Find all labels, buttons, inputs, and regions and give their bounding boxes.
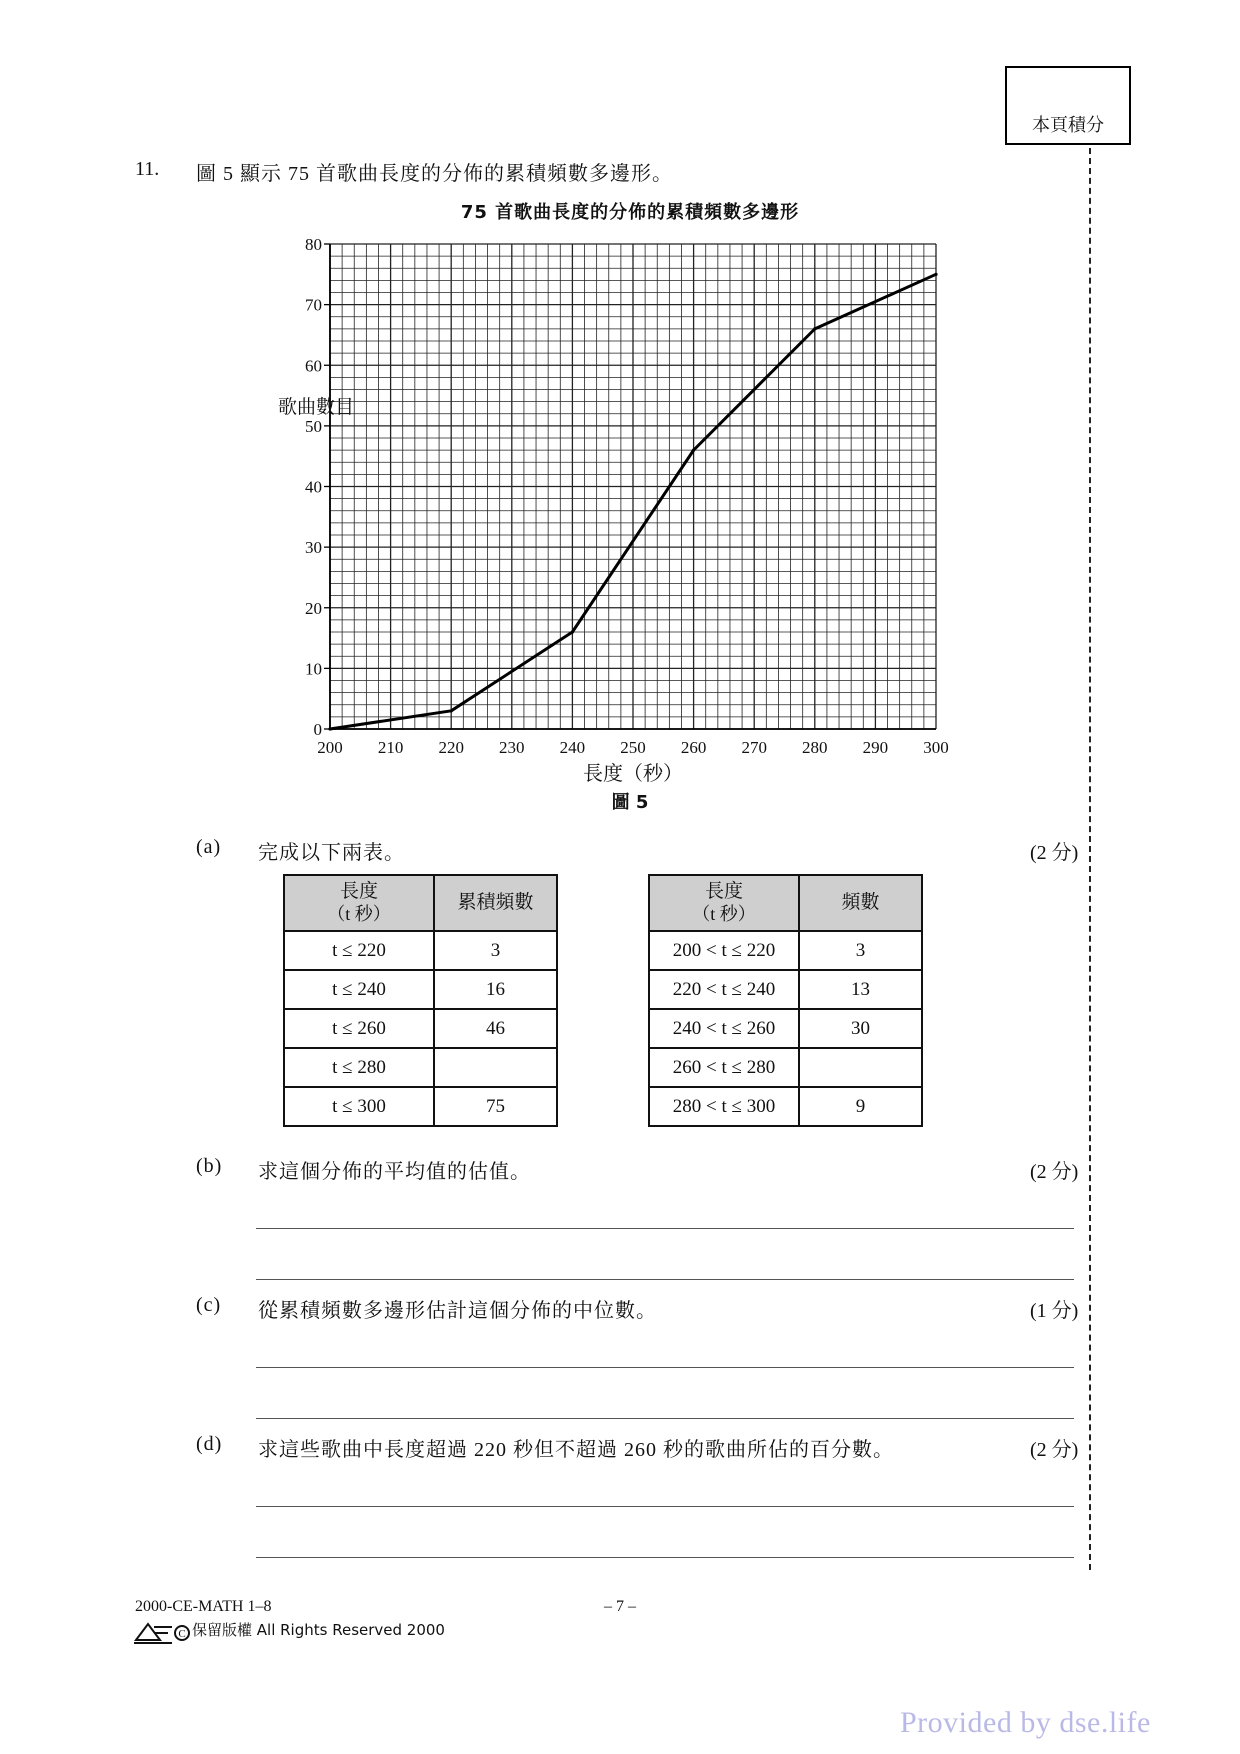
frequency-cell[interactable]: [799, 1048, 922, 1087]
cumulative-frequency-cell[interactable]: [434, 1048, 557, 1087]
part-c-marks: (1 分): [1030, 1300, 1079, 1322]
table-header-length: [649, 875, 799, 931]
table-header-cumulative-frequency: 累積頻數: [434, 875, 557, 931]
x-tick-label: 280: [802, 738, 828, 757]
copyright-notice: 保留版權 All Rights Reserved 2000: [192, 1621, 445, 1639]
length-range-cell: t ≤ 280: [284, 1048, 434, 1087]
length-range-cell: 280 < t ≤ 300: [649, 1087, 799, 1126]
x-tick-label: 230: [499, 738, 525, 757]
data-point: [450, 709, 453, 712]
cumulative-frequency-cell: 75: [434, 1087, 557, 1126]
x-tick-label: 290: [862, 738, 889, 757]
question-intro: 圖 5 顯示 75 首歌曲長度的分佈的累積頻數多邊形。: [196, 163, 673, 185]
part-d-text: 求這些歌曲中長度超過 220 秒但不超過 260 秒的歌曲所佔的百分數。: [258, 1439, 894, 1461]
chart-title: 75 首歌曲長度的分佈的累積頻數多邊形: [460, 202, 800, 223]
part-a-label: (a): [196, 836, 222, 858]
part-b-label: (b): [196, 1155, 223, 1177]
watermark: Provided by dse.life: [900, 1706, 1151, 1739]
frequency-cell: 30: [799, 1009, 922, 1048]
paper-code: 2000-CE-MATH 1–8: [135, 1598, 272, 1615]
answer-line[interactable]: [256, 1557, 1074, 1558]
table-row: [284, 1009, 557, 1048]
table-header-length: [284, 875, 434, 931]
y-tick-label: 50: [305, 416, 322, 436]
y-tick-label: 70: [305, 295, 322, 315]
x-tick-label: 200: [317, 738, 343, 757]
answer-line[interactable]: [256, 1279, 1074, 1280]
x-tick-label: 210: [377, 738, 404, 757]
x-tick-label: 260: [680, 738, 707, 757]
table-row: [649, 1009, 922, 1048]
part-c-label: (c): [196, 1294, 222, 1316]
cumulative-frequency-cell: 3: [434, 931, 557, 970]
cumulative-frequency-chart: [0, 0, 1240, 800]
table-row: [649, 970, 922, 1009]
x-axis-label: 長度（秒）: [583, 763, 683, 785]
y-tick-label: 60: [305, 356, 322, 376]
part-d-marks: (2 分): [1030, 1439, 1079, 1461]
x-tick-label: 270: [741, 738, 767, 757]
table-row: [284, 970, 557, 1009]
frequency-cell: 9: [799, 1087, 922, 1126]
header-length-unit: （t 秒）: [692, 903, 756, 924]
y-axis-label: 歌曲數目: [278, 397, 355, 418]
part-c-text: 從累積頻數多邊形估計這個分佈的中位數。: [258, 1300, 657, 1322]
question-number: 11.: [135, 158, 160, 180]
cumulative-frequency-cell: 16: [434, 970, 557, 1009]
table-header-frequency: 頻數: [799, 875, 922, 931]
length-range-cell: t ≤ 220: [284, 931, 434, 970]
frequency-cell: 3: [799, 931, 922, 970]
hkeaa-logo-icon: [132, 1618, 190, 1646]
svg-text:C: C: [178, 1628, 186, 1640]
data-point: [813, 327, 816, 330]
y-tick-label: 30: [305, 538, 322, 558]
table-row: [649, 1087, 922, 1126]
x-tick-label: 300: [923, 738, 949, 757]
part-a-marks: (2 分): [1030, 842, 1079, 864]
table-row: [649, 931, 922, 970]
y-tick-label: 40: [305, 477, 322, 497]
data-point: [934, 273, 937, 276]
page-number: – 7 –: [604, 1598, 636, 1615]
data-point: [328, 727, 331, 730]
length-range-cell: 260 < t ≤ 280: [649, 1048, 799, 1087]
part-b-text: 求這個分佈的平均值的估值。: [258, 1161, 531, 1183]
length-range-cell: t ≤ 260: [284, 1009, 434, 1048]
frequency-cell: 13: [799, 970, 922, 1009]
part-d-label: (d): [196, 1433, 223, 1455]
answer-line[interactable]: [256, 1506, 1074, 1507]
figure-caption: 圖 5: [611, 792, 649, 813]
table-row: [284, 931, 557, 970]
x-tick-label: 240: [559, 738, 586, 757]
header-length-label: 長度: [339, 880, 378, 902]
y-tick-label: 20: [305, 598, 322, 618]
cumulative-frequency-cell: 46: [434, 1009, 557, 1048]
answer-line[interactable]: [256, 1367, 1074, 1368]
table-row: [284, 1087, 557, 1126]
data-point: [692, 449, 695, 452]
frequency-table: [648, 874, 923, 1127]
data-point: [571, 630, 574, 633]
y-tick-label: 0: [313, 720, 322, 739]
cumulative-frequency-table: [283, 874, 558, 1127]
y-tick-label: 80: [305, 235, 322, 254]
length-range-cell: 200 < t ≤ 220: [649, 931, 799, 970]
table-row: [284, 1048, 557, 1087]
answer-line[interactable]: [256, 1228, 1074, 1229]
y-tick-label: 10: [305, 659, 322, 679]
x-tick-label: 220: [438, 738, 464, 757]
header-length-label: 長度: [704, 880, 743, 902]
score-box-label: 本頁積分: [1032, 115, 1104, 135]
part-a-text: 完成以下兩表。: [258, 842, 405, 864]
length-range-cell: t ≤ 240: [284, 970, 434, 1009]
length-range-cell: 240 < t ≤ 260: [649, 1009, 799, 1048]
length-range-cell: 220 < t ≤ 240: [649, 970, 799, 1009]
length-range-cell: t ≤ 300: [284, 1087, 434, 1126]
table-row: [649, 1048, 922, 1087]
part-b-marks: (2 分): [1030, 1161, 1079, 1183]
x-tick-label: 250: [620, 738, 646, 757]
header-length-unit: （t 秒）: [327, 903, 391, 924]
answer-line[interactable]: [256, 1418, 1074, 1419]
